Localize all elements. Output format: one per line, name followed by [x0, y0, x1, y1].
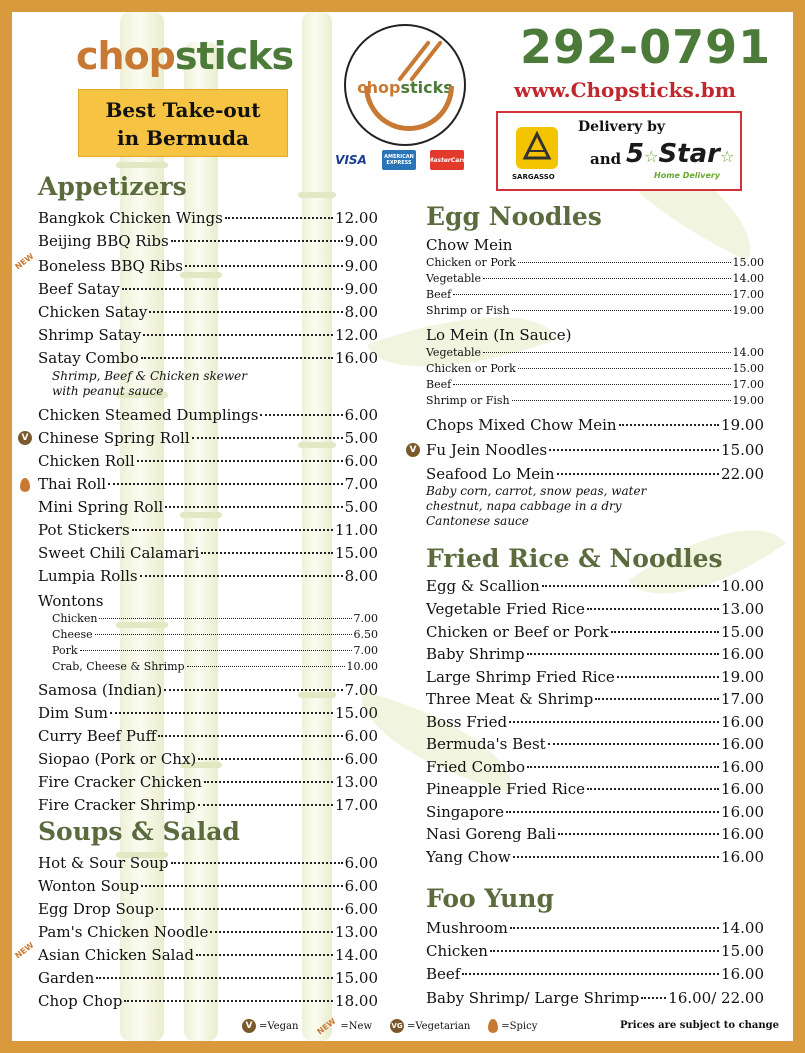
- menu-item-price: 16.00: [721, 803, 764, 821]
- menu-item-price: 6.00: [344, 750, 378, 768]
- menu-item-row: [38, 475, 378, 493]
- vegetarian-icon: VG: [390, 1019, 404, 1033]
- menu-item-name: Fried Combo: [426, 758, 525, 776]
- dot-leader: [141, 357, 333, 359]
- legend-vegan: V =Vegan: [242, 1019, 298, 1033]
- menu-item-name: Boss Fried: [426, 713, 508, 731]
- menu-item-row: [426, 668, 764, 686]
- menu-item-row: [38, 498, 378, 516]
- dot-leader: [617, 676, 719, 678]
- payment-cards: [334, 150, 467, 170]
- menu-item-row: [426, 416, 764, 434]
- menu-item-name: Shrimp or Fish: [426, 394, 510, 407]
- menu-item-row: [52, 628, 378, 641]
- menu-item-row: [426, 713, 764, 731]
- sargasso-logo-icon: [516, 127, 558, 169]
- dot-leader: [453, 294, 730, 295]
- menu-item-price: 16.00: [721, 735, 764, 753]
- dot-leader: [512, 400, 731, 401]
- menu-item-name: Seafood Lo Mein: [426, 465, 555, 483]
- sargasso-label: SARGASSO: [512, 173, 555, 181]
- menu-item-name: Asian Chicken Salad: [38, 946, 194, 964]
- menu-item-price: 13.00: [335, 773, 378, 791]
- menu-item-price: 15.00: [732, 256, 764, 269]
- menu-item-row: [426, 780, 764, 798]
- five-star-logo: 5☆Star☆: [626, 139, 735, 169]
- menu-item-price: 16.00: [721, 848, 764, 866]
- menu-item-row: [38, 567, 378, 585]
- dot-leader: [513, 856, 719, 858]
- menu-item-row: [426, 465, 764, 483]
- menu-item-name: Thai Roll: [38, 475, 107, 493]
- dot-leader: [192, 437, 343, 439]
- menu-item-price: 12.00: [335, 209, 378, 227]
- menu-item-price: 12.00: [335, 326, 378, 344]
- menu-item-price: 16.00: [721, 758, 764, 776]
- dot-leader: [490, 950, 719, 952]
- menu-item-name: Satay Combo: [38, 349, 139, 367]
- dot-leader: [462, 973, 719, 975]
- dot-leader: [483, 352, 730, 353]
- dot-leader: [587, 608, 719, 610]
- dot-leader: [158, 735, 342, 737]
- menu-item-price: 15.00: [335, 969, 378, 987]
- menu-item-name: Yang Chow: [426, 848, 511, 866]
- menu-item-row: [426, 825, 764, 843]
- menu-item-price: 15.00: [335, 544, 378, 562]
- menu-item-name: Bangkok Chicken Wings: [38, 209, 223, 227]
- menu-item-name: Baby Shrimp/ Large Shrimp: [426, 989, 640, 1007]
- amex-card-icon: AMERICAN EXPRESS: [382, 150, 416, 170]
- dot-leader: [510, 927, 719, 929]
- menu-item-name: Vegetable Fried Rice: [426, 600, 585, 618]
- dot-leader: [149, 311, 342, 313]
- menu-item-price: 14.00: [732, 346, 764, 359]
- menu-item-price: 5.00: [344, 498, 378, 516]
- five-star-subtitle: Home Delivery: [654, 171, 721, 180]
- menu-item-price: 16.00: [721, 713, 764, 731]
- tagline-box: [78, 89, 288, 157]
- menu-item-name: Egg & Scallion: [426, 577, 540, 595]
- dot-leader: [527, 653, 720, 655]
- menu-item-name: Chicken: [52, 612, 98, 625]
- dot-leader: [506, 811, 719, 813]
- menu-item-name: Wonton Soup: [38, 877, 140, 895]
- menu-item-name: Chicken or Pork: [426, 256, 516, 269]
- dot-leader: [122, 288, 343, 290]
- dot-leader: [641, 997, 666, 999]
- menu-item-row: [38, 877, 378, 895]
- menu-item-name: Beef: [426, 288, 452, 301]
- menu-item-name: Chop Chop: [38, 992, 123, 1010]
- menu-item-name: Pineapple Fried Rice: [426, 780, 586, 798]
- menu-item-price: 19.00: [721, 416, 764, 434]
- section-title-egg-noodles: Egg Noodles: [426, 202, 602, 231]
- menu-item-row: [38, 544, 378, 562]
- menu-item-row: [426, 919, 764, 937]
- menu-item-price: 15.00: [721, 942, 764, 960]
- delivery-and: and: [590, 150, 622, 168]
- menu-item-name: Sweet Chili Calamari: [38, 544, 200, 562]
- menu-item-row: [38, 349, 378, 367]
- menu-item-price: 5.00: [344, 429, 378, 447]
- menu-item-price: 19.00: [732, 394, 764, 407]
- menu-item-name: Large Shrimp Fried Rice: [426, 668, 615, 686]
- dot-leader: [198, 804, 333, 806]
- menu-item-name: Bermuda's Best: [426, 735, 546, 753]
- menu-item-row: [38, 452, 378, 470]
- menu-item-name: Shrimp Satay: [38, 326, 142, 344]
- flame-icon: [488, 1019, 498, 1033]
- menu-item-name: Cheese: [52, 628, 93, 641]
- menu-item-name: Garden: [38, 969, 95, 987]
- section-title-soups: Soups & Salad: [38, 817, 240, 846]
- legend: [242, 1015, 551, 1037]
- section-title-appetizers: Appetizers: [38, 172, 187, 201]
- menu-item-name: Pot Stickers: [38, 521, 130, 539]
- menu-item-price: 15.00: [721, 441, 764, 459]
- menu-item-name: Chops Mixed Chow Mein: [426, 416, 617, 434]
- menu-item-row: [38, 280, 378, 298]
- menu-item-price: 13.00: [335, 923, 378, 941]
- dot-leader: [204, 781, 333, 783]
- mastercard-icon: MasterCard: [430, 150, 464, 170]
- menu-item-price: 9.00: [344, 257, 378, 275]
- menu-item-price: 19.00: [732, 304, 764, 317]
- dot-leader: [99, 618, 351, 619]
- dot-leader: [80, 650, 352, 651]
- menu-item-row: [426, 623, 764, 641]
- menu-item-price: 8.00: [344, 567, 378, 585]
- menu-item-row: [426, 600, 764, 618]
- menu-item-price: 16.00: [721, 780, 764, 798]
- brand-logo: chopsticks: [76, 34, 294, 78]
- menu-item-price: 6.00: [344, 877, 378, 895]
- menu-item-row: [38, 232, 378, 250]
- menu-item-name: Three Meat & Shrimp: [426, 690, 594, 708]
- dot-leader: [260, 414, 342, 416]
- menu-item-price: 16.00: [721, 645, 764, 663]
- website-link[interactable]: www.Chopsticks.bm: [514, 78, 736, 102]
- menu-item-price: 7.00: [344, 681, 378, 699]
- dot-leader: [210, 931, 333, 933]
- menu-item-name: Beef: [426, 965, 461, 983]
- dot-leader: [587, 788, 719, 790]
- seafood-lo-mein-description: Baby corn, carrot, snow peas, water chestnut, napa cabbage in a dry Cantonese sauce: [426, 484, 647, 528]
- menu-item-row: [38, 854, 378, 872]
- menu-item-row: [38, 326, 378, 344]
- menu-item-name: Chicken or Beef or Pork: [426, 623, 609, 641]
- menu-item-price: 17.00: [721, 690, 764, 708]
- dot-leader: [198, 758, 342, 760]
- menu-item-name: Crab, Cheese & Shrimp: [52, 660, 185, 673]
- menu-item-price: 7.00: [353, 612, 378, 625]
- flame-icon: [20, 478, 30, 492]
- menu-item-row: [38, 796, 378, 814]
- price-disclaimer: Prices are subject to change: [620, 1020, 780, 1031]
- menu-item-row: [38, 429, 378, 447]
- menu-item-row: [426, 362, 764, 375]
- menu-item-name: Hot & Sour Soup: [38, 854, 169, 872]
- menu-page: [12, 12, 793, 1041]
- dot-leader: [542, 585, 719, 587]
- legend-new: NEW =New: [315, 1015, 372, 1037]
- menu-item-price: 7.00: [353, 644, 378, 657]
- wontons-title: Wontons: [38, 592, 104, 610]
- menu-item-name: Chicken or Pork: [426, 362, 516, 375]
- menu-item-row: [426, 942, 764, 960]
- menu-item-name: Fire Cracker Shrimp: [38, 796, 196, 814]
- menu-item-row: [38, 727, 378, 745]
- satay-combo-description: Shrimp, Beef & Chicken skewer with peanut sauce: [52, 369, 248, 398]
- menu-item-row: [426, 758, 764, 776]
- new-icon: NEW: [315, 1015, 338, 1037]
- vegan-icon: V: [242, 1019, 256, 1033]
- menu-item-price: 7.00: [344, 475, 378, 493]
- menu-item-price: 16.00: [721, 825, 764, 843]
- menu-item-price: 22.00: [721, 465, 764, 483]
- menu-item-name: Chicken Steamed Dumplings: [38, 406, 259, 424]
- lo-mein-title: Lo Mein (In Sauce): [426, 326, 572, 344]
- menu-item-price: 6.00: [344, 727, 378, 745]
- menu-item-row: [426, 848, 764, 866]
- menu-item-name: Baby Shrimp: [426, 645, 525, 663]
- menu-item-price: 19.00: [721, 668, 764, 686]
- dot-leader: [527, 766, 719, 768]
- menu-item-name: Pork: [52, 644, 78, 657]
- menu-item-row: [38, 923, 378, 941]
- visa-card-icon: VISA: [334, 150, 368, 170]
- tagline-line: Best Take-out: [105, 98, 261, 122]
- menu-item-price: 17.00: [732, 288, 764, 301]
- dot-leader: [453, 384, 730, 385]
- tagline-line: in Bermuda: [117, 126, 249, 150]
- menu-item-price: 18.00: [335, 992, 378, 1010]
- menu-item-price: 9.00: [344, 280, 378, 298]
- dot-leader: [595, 698, 719, 700]
- bowl-emblem: chopsticks: [344, 24, 466, 146]
- menu-item-row: [426, 304, 764, 317]
- menu-item-name: Chicken Satay: [38, 303, 148, 321]
- dot-leader: [518, 262, 731, 263]
- menu-item-price: 6.00: [344, 406, 378, 424]
- menu-item-row: [38, 773, 378, 791]
- section-title-foo-yung: Foo Yung: [426, 884, 554, 913]
- menu-item-price: 15.00: [721, 623, 764, 641]
- dot-leader: [225, 217, 333, 219]
- menu-item-name: Boneless BBQ Ribs: [38, 257, 183, 275]
- menu-item-row: [38, 900, 378, 918]
- menu-item-name: Siopao (Pork or Chx): [38, 750, 197, 768]
- dot-leader: [132, 529, 333, 531]
- dot-leader: [165, 506, 342, 508]
- menu-item-name: Mushroom: [426, 919, 508, 937]
- menu-item-price: 9.00: [344, 232, 378, 250]
- menu-item-price: 6.00: [344, 452, 378, 470]
- menu-item-price: 8.00: [344, 303, 378, 321]
- menu-item-name: Shrimp or Fish: [426, 304, 510, 317]
- menu-item-row: [38, 681, 378, 699]
- vegan-icon: V: [18, 431, 32, 445]
- delivery-box: [496, 111, 742, 191]
- menu-item-row: [52, 644, 378, 657]
- menu-item-row: [426, 346, 764, 359]
- menu-item-row: [38, 209, 378, 227]
- menu-item-row: [426, 965, 764, 983]
- legend-spicy: =Spicy: [488, 1019, 537, 1033]
- dot-leader: [509, 721, 719, 723]
- menu-item-name: Beef Satay: [38, 280, 120, 298]
- menu-item-row: [426, 645, 764, 663]
- menu-item-price: 15.00: [335, 704, 378, 722]
- dot-leader: [196, 954, 333, 956]
- new-icon: NEW: [13, 940, 36, 961]
- menu-item-name: Vegetable: [426, 272, 482, 285]
- menu-item-name: Fire Cracker Chicken: [38, 773, 202, 791]
- vegan-icon: V: [406, 443, 420, 457]
- dot-leader: [140, 575, 343, 577]
- menu-item-price: 6.00: [344, 900, 378, 918]
- menu-item-price: 16.00/ 22.00: [668, 989, 764, 1007]
- phone-number: 292-0791: [520, 20, 772, 74]
- menu-item-row: [426, 989, 764, 1007]
- menu-item-row: [426, 378, 764, 391]
- menu-item-row: [38, 946, 378, 964]
- dot-leader: [164, 689, 342, 691]
- menu-item-row: [38, 969, 378, 987]
- menu-item-price: 16.00: [721, 965, 764, 983]
- dot-leader: [611, 631, 720, 633]
- menu-item-row: [426, 735, 764, 753]
- menu-item-name: Nasi Goreng Bali: [426, 825, 556, 843]
- menu-item-name: Egg Drop Soup: [38, 900, 155, 918]
- dot-leader: [171, 240, 343, 242]
- dot-leader: [558, 833, 719, 835]
- dot-leader: [201, 552, 333, 554]
- new-icon: NEW: [13, 251, 36, 272]
- menu-item-price: 17.00: [335, 796, 378, 814]
- menu-item-price: 16.00: [335, 349, 378, 367]
- dot-leader: [483, 278, 730, 279]
- menu-item-row: [38, 521, 378, 539]
- dot-leader: [141, 885, 342, 887]
- menu-item-price: 6.00: [344, 854, 378, 872]
- menu-item-row: [426, 441, 764, 459]
- menu-item-row: [38, 257, 378, 275]
- dot-leader: [187, 666, 345, 667]
- menu-item-price: 10.00: [346, 660, 378, 673]
- menu-item-name: Fu Jein Noodles: [426, 441, 548, 459]
- menu-item-row: [52, 612, 378, 625]
- menu-item-row: [426, 272, 764, 285]
- dot-leader: [143, 334, 333, 336]
- delivery-title: Delivery by: [578, 119, 666, 135]
- dot-leader: [549, 449, 719, 451]
- menu-item-name: Chicken: [426, 942, 488, 960]
- menu-item-price: 17.00: [732, 378, 764, 391]
- menu-item-row: [38, 303, 378, 321]
- dot-leader: [548, 743, 719, 745]
- menu-item-name: Lumpia Rolls: [38, 567, 138, 585]
- menu-item-price: 11.00: [335, 521, 378, 539]
- menu-item-price: 14.00: [732, 272, 764, 285]
- menu-item-row: [38, 406, 378, 424]
- dot-leader: [110, 712, 333, 714]
- menu-item-price: 14.00: [335, 946, 378, 964]
- menu-item-row: [426, 803, 764, 821]
- dot-leader: [137, 460, 343, 462]
- menu-item-row: [426, 256, 764, 269]
- menu-item-name: Singapore: [426, 803, 504, 821]
- dot-leader: [518, 368, 731, 369]
- menu-item-row: [426, 690, 764, 708]
- legend-vegetarian: VG =Vegetarian: [391, 1020, 471, 1032]
- menu-item-name: Chinese Spring Roll: [38, 429, 190, 447]
- dot-leader: [619, 424, 719, 426]
- menu-item-name: Vegetable: [426, 346, 482, 359]
- menu-item-price: 6.50: [353, 628, 378, 641]
- menu-item-row: [38, 704, 378, 722]
- dot-leader: [512, 310, 731, 311]
- menu-item-name: Mini Spring Roll: [38, 498, 164, 516]
- menu-item-name: Curry Beef Puff: [38, 727, 157, 745]
- dot-leader: [95, 634, 352, 635]
- menu-item-row: [426, 288, 764, 301]
- menu-item-row: [426, 394, 764, 407]
- dot-leader: [108, 483, 343, 485]
- section-title-fried-rice: Fried Rice & Noodles: [426, 544, 723, 573]
- menu-item-name: Dim Sum: [38, 704, 108, 722]
- chow-mein-title: Chow Mein: [426, 236, 513, 254]
- dot-leader: [171, 862, 343, 864]
- menu-item-row: [52, 660, 378, 673]
- menu-item-price: 15.00: [732, 362, 764, 375]
- menu-item-name: Chicken Roll: [38, 452, 135, 470]
- menu-item-price: 13.00: [721, 600, 764, 618]
- dot-leader: [156, 908, 343, 910]
- menu-item-price: 10.00: [721, 577, 764, 595]
- dot-leader: [124, 1000, 333, 1002]
- menu-item-name: Beijing BBQ Ribs: [38, 232, 169, 250]
- menu-item-name: Samosa (Indian): [38, 681, 163, 699]
- menu-item-row: [426, 577, 764, 595]
- dot-leader: [557, 473, 720, 475]
- menu-item-row: [38, 750, 378, 768]
- dot-leader: [96, 977, 333, 979]
- menu-item-name: Beef: [426, 378, 452, 391]
- menu-item-name: Pam's Chicken Noodle: [38, 923, 209, 941]
- menu-item-row: [38, 992, 378, 1010]
- menu-item-price: 14.00: [721, 919, 764, 937]
- dot-leader: [185, 265, 343, 267]
